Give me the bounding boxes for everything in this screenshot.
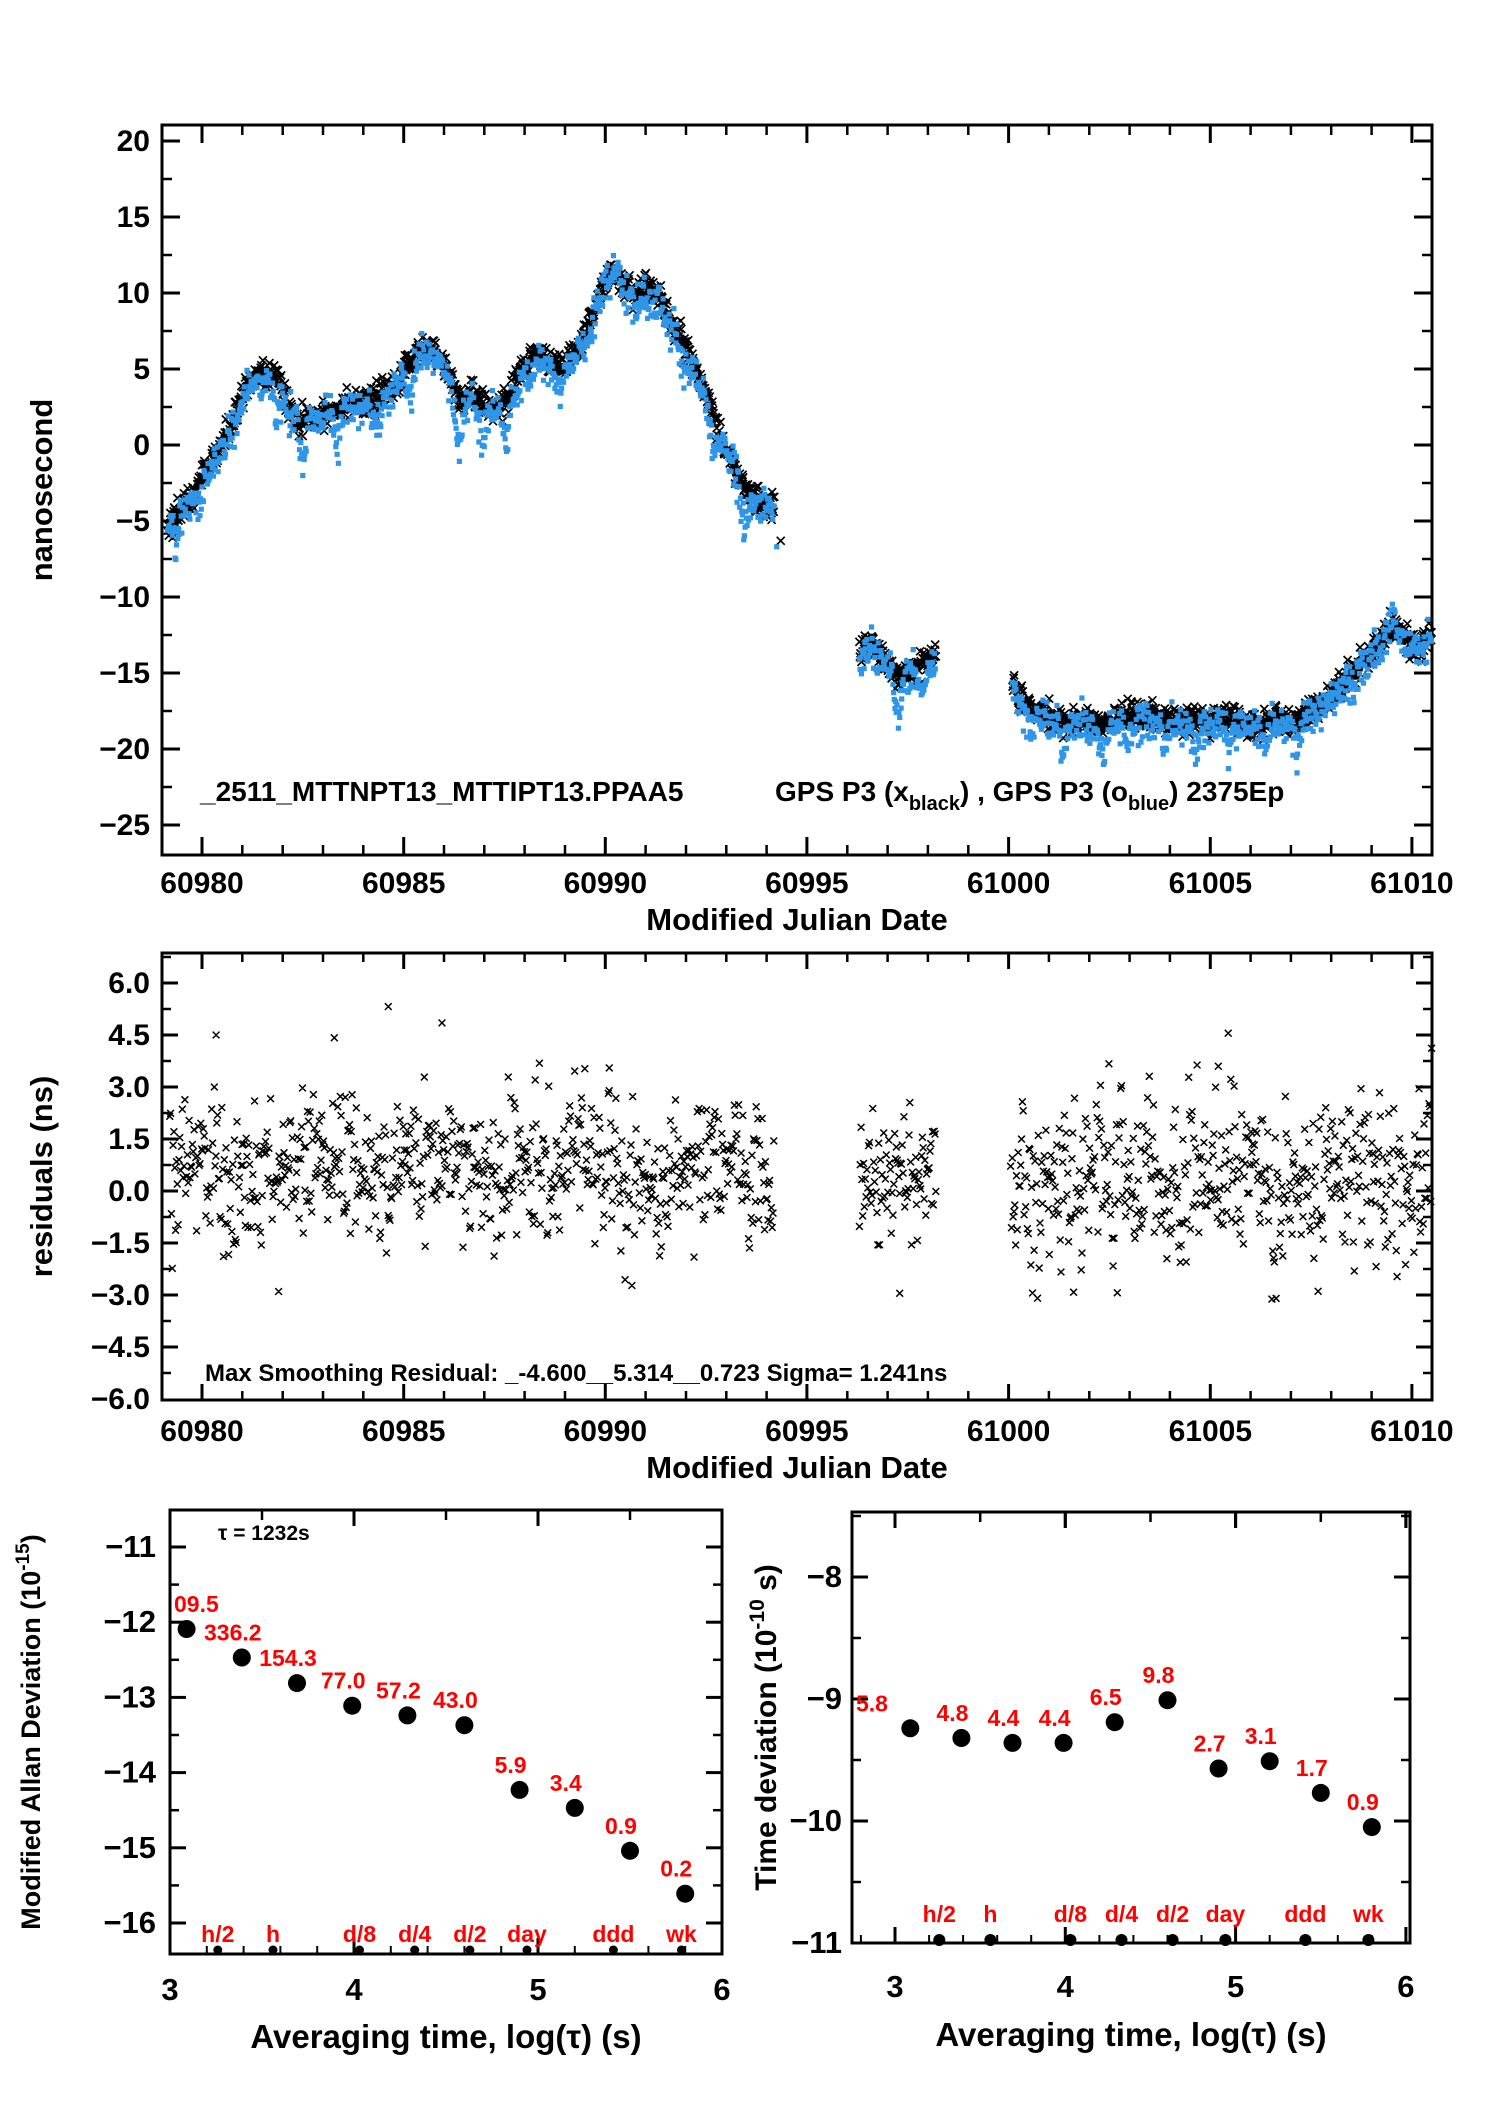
deviation-tick-label: −16 [103, 1905, 156, 1940]
nanosecond-tick-label: 5 [133, 353, 150, 386]
tdev-point [1004, 1734, 1022, 1752]
timescale-dot [984, 1934, 996, 1946]
y-axis-title-nanosecond: nanosecond [24, 398, 59, 582]
series-gps-p3-blue [165, 253, 1434, 776]
y-axis-title-residuals: residuals (ns) [24, 1075, 59, 1278]
logtau-tick-label: 6 [1397, 1969, 1415, 2004]
mdev-point [398, 1706, 416, 1724]
deviation-tick-label: −13 [103, 1679, 156, 1715]
point-value-label: 4.8 [936, 1700, 969, 1726]
mjd-tick-label: 60985 [361, 867, 446, 900]
timescale-dot [933, 1934, 945, 1946]
panel-residuals-frame [162, 953, 1432, 1400]
timescale-label: ddd [592, 1921, 635, 1947]
mjd-tick-label: 61010 [1370, 867, 1454, 900]
tdev-point [1159, 1691, 1177, 1709]
deviation-tick-label: −11 [791, 1925, 842, 1960]
residuals-tick-label: 4.5 [108, 1019, 150, 1052]
logtau-tick-label: 4 [345, 1972, 363, 2007]
point-value-label: 09.5 [174, 1591, 219, 1617]
residuals-tick-label: −4.5 [90, 1331, 150, 1364]
y-axis-title-mdev: Modified Allan Deviation $(10^{-15})$ [13, 1534, 46, 1930]
y-axis-title-tdev: Time deviation ($10^{-10}$ s) [746, 1564, 783, 1891]
plot-id-label: _2511_MTTNPT13_MTTIPT13.PPAA5 [200, 776, 684, 807]
series-gps-p3-black [164, 261, 1436, 744]
timescale-dot [1167, 1934, 1179, 1946]
deviation-tick-label: −14 [103, 1754, 156, 1790]
timescale-label: h [983, 1901, 998, 1927]
deviation-tick-label: −10 [789, 1803, 842, 1838]
point-value-label: 4.4 [987, 1704, 1020, 1731]
residuals-tick-label: 0.0 [108, 1175, 150, 1208]
timescale-label: day [507, 1921, 547, 1947]
nanosecond-tick-label: −15 [99, 657, 150, 690]
mjd-tick-label: 61000 [966, 1415, 1051, 1448]
nanosecond-tick-label: 20 [116, 125, 150, 158]
point-value-label: 154.3 [259, 1645, 317, 1672]
point-value-label: 5.8 [856, 1690, 888, 1717]
residuals-tick-label: −3.0 [90, 1279, 150, 1312]
point-value-label: 2.7 [1193, 1730, 1226, 1757]
series-legend-label: GPS P3 $(x_{black})$ , GPS P3 $(o_{blue})$ 2375Ep [775, 776, 1285, 815]
timescale-label: wk [666, 1921, 697, 1947]
timescale-label: d/4 [398, 1921, 432, 1947]
x-axis-title-averaging-time: Averaging time, log(τ) (s) [250, 2018, 642, 2055]
nanosecond-tick-label: −25 [99, 809, 150, 842]
timescale-label: d/2 [453, 1921, 487, 1947]
panel-residuals [24, 953, 1454, 1485]
x-axis-title-mjd-mid: Modified Julian Date [646, 1450, 948, 1485]
residuals-tick-label: −1.5 [90, 1227, 150, 1260]
tdev-point [901, 1719, 919, 1737]
nanosecond-tick-label: 0 [133, 429, 150, 462]
mjd-tick-label: 60990 [563, 1415, 648, 1448]
timescale-label: d/8 [342, 1921, 377, 1947]
panel-nanosecond-frame [162, 125, 1432, 855]
logtau-tick-label: 5 [1226, 1969, 1245, 2004]
series-residuals-black [166, 1003, 1435, 1302]
mjd-tick-label: 60985 [361, 1415, 446, 1448]
mdev-point [676, 1885, 694, 1903]
timescale-dot [1362, 1934, 1374, 1946]
mdev-point [511, 1781, 529, 1799]
timescale-dot [1219, 1934, 1231, 1946]
mdev-point [288, 1674, 306, 1692]
residuals-tick-label: −6.0 [90, 1383, 150, 1416]
timescale-label: day [1205, 1901, 1246, 1927]
deviation-tick-label: −15 [103, 1829, 156, 1865]
point-value-label: 77.0 [320, 1667, 366, 1694]
logtau-tick-label: 6 [713, 1972, 731, 2007]
mjd-tick-label: 60980 [160, 867, 244, 900]
mdev-point [343, 1697, 361, 1715]
nanosecond-tick-label: 10 [116, 277, 150, 310]
panel-mdev [103, 1510, 730, 2055]
point-value-label: 57.2 [376, 1677, 421, 1704]
logtau-tick-label: 5 [529, 1972, 547, 2007]
timescale-label: d/2 [1155, 1901, 1190, 1927]
mjd-tick-label: 61005 [1168, 867, 1253, 900]
logtau-tick-label: 4 [1056, 1969, 1074, 2004]
deviation-tick-label: −12 [103, 1604, 156, 1640]
point-value-label: 0.9 [1346, 1789, 1379, 1816]
x-axis-title-mjd-top: Modified Julian Date [646, 902, 948, 937]
mdev-point [455, 1716, 473, 1734]
mjd-tick-label: 60980 [160, 1415, 244, 1448]
nanosecond-tick-label: −5 [115, 505, 150, 538]
point-value-label: 6.5 [1089, 1684, 1122, 1711]
timescale-label: d/4 [1104, 1901, 1139, 1927]
mjd-tick-label: 61010 [1370, 1415, 1454, 1448]
point-value-label: 3.4 [549, 1769, 582, 1796]
nanosecond-tick-label: −20 [99, 733, 150, 766]
residuals-tick-label: 6.0 [108, 967, 150, 1000]
timescale-label: h [265, 1921, 281, 1947]
timescale-label: d/8 [1053, 1901, 1088, 1927]
mjd-tick-label: 60995 [765, 1415, 849, 1448]
timescale-label: wk [1353, 1901, 1384, 1927]
timescale-dot [1064, 1934, 1076, 1946]
tdev-point [1261, 1752, 1279, 1770]
residuals-tick-label: 1.5 [108, 1123, 150, 1156]
mjd-tick-label: 61000 [966, 867, 1051, 900]
point-value-label: 1.7 [1295, 1754, 1328, 1781]
tdev-point [952, 1729, 970, 1747]
tdev-point [1055, 1734, 1073, 1752]
logtau-tick-label: 3 [886, 1969, 904, 2004]
panel-tdev-frame [852, 1512, 1410, 1943]
tdev-point [1106, 1713, 1124, 1731]
deviation-tick-label: −8 [806, 1559, 842, 1594]
mdev-point [566, 1799, 584, 1817]
deviation-tick-label: −11 [105, 1529, 156, 1564]
tdev-point [1210, 1760, 1228, 1778]
logtau-tick-label: 3 [161, 1972, 179, 2007]
panel-tdev [789, 1512, 1414, 2053]
mdev-point [178, 1620, 196, 1638]
max-smoothing-residual-annotation: Max Smoothing Residual: _-4.600__5.314__0.723 Sigma= 1.241ns [205, 1360, 948, 1387]
point-value-label: 336.2 [204, 1619, 262, 1646]
mjd-tick-label: 60995 [765, 867, 849, 900]
residuals-tick-label: 3.0 [108, 1071, 150, 1104]
mdev-point [621, 1842, 639, 1860]
point-value-label: 3.1 [1244, 1723, 1277, 1750]
panel-mdev-frame [170, 1510, 722, 1954]
nanosecond-tick-label: 15 [116, 201, 150, 234]
point-value-label: 5.9 [494, 1751, 527, 1778]
nanosecond-tick-label: −10 [99, 581, 150, 614]
timescale-dot [1116, 1934, 1128, 1946]
panel-nanosecond [24, 125, 1454, 937]
point-value-label: 0.2 [660, 1855, 693, 1882]
point-value-label: 43.0 [433, 1687, 478, 1714]
tdev-point [1312, 1784, 1330, 1802]
mdev-point [233, 1649, 251, 1667]
x-axis-title-averaging-time: Averaging time, log(τ) (s) [935, 2016, 1327, 2053]
mjd-tick-label: 61005 [1168, 1415, 1253, 1448]
point-value-label: 0.9 [605, 1812, 637, 1839]
timescale-label: h/2 [201, 1921, 235, 1947]
deviation-tick-label: −9 [806, 1681, 842, 1716]
timescale-label: ddd [1284, 1901, 1327, 1927]
timescale-dot [1299, 1934, 1311, 1946]
point-value-label: 4.4 [1038, 1704, 1071, 1731]
timescale-label: h/2 [922, 1901, 956, 1927]
tdev-point [1363, 1818, 1381, 1836]
tau-annotation: τ = 1232s [218, 1522, 310, 1545]
mjd-tick-label: 60990 [563, 867, 648, 900]
point-value-label: 9.8 [1142, 1662, 1175, 1689]
